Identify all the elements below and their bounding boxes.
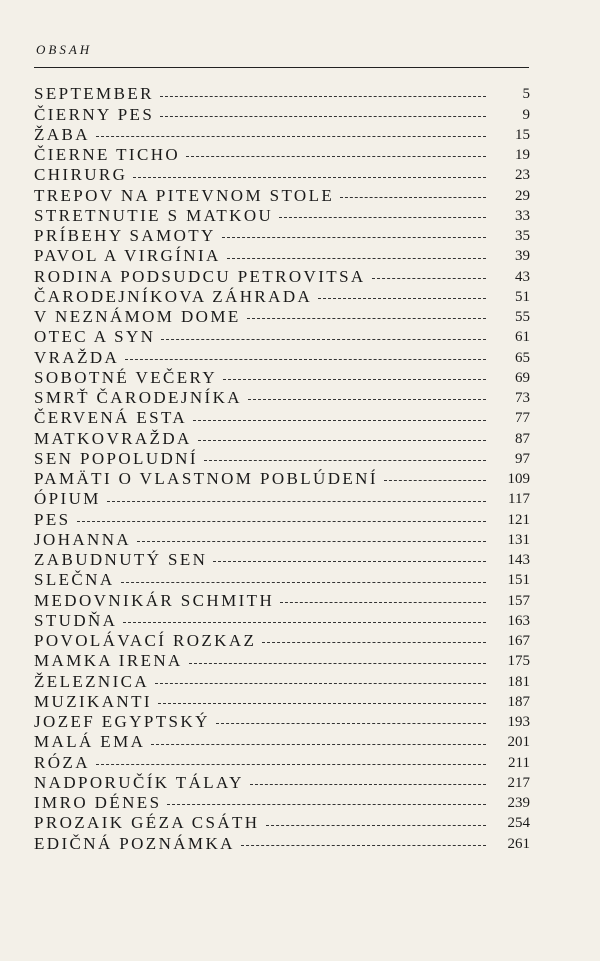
toc-entry: [34, 307, 530, 327]
dash-leader: [133, 177, 486, 178]
toc-entry: [34, 388, 530, 408]
toc-entry-title: SOBOTNÉ VEČERY: [34, 367, 217, 387]
toc-entry: [34, 449, 530, 469]
toc-entry-page-number: 143: [507, 552, 530, 568]
toc-entry-title: ČARODEJNÍKOVA ZÁHRADA: [34, 286, 313, 306]
toc-entry-title: IMRO DÉNES: [34, 793, 162, 812]
toc-entry-page-number: 19: [515, 147, 530, 163]
dash-leader: [266, 825, 487, 826]
toc-entry: [34, 833, 530, 853]
toc-entry: [34, 266, 530, 286]
toc-entry: [34, 246, 530, 266]
running-head: OBSAH: [36, 42, 93, 57]
toc-entry-title: VRAŽDA: [34, 347, 120, 367]
dash-leader: [279, 217, 486, 218]
toc-entry: [34, 509, 530, 529]
toc-entry-title: MATKOVRAŽDA: [34, 428, 192, 448]
dash-leader: [125, 359, 486, 360]
toc-entry-page-number: 15: [515, 126, 530, 143]
toc-entry-title: MAMKA IRENA: [34, 651, 183, 671]
dash-leader: [158, 703, 486, 704]
toc-entry: [34, 408, 530, 428]
toc-entry-title: MEDOVNIKÁR SCHMITH: [34, 590, 275, 610]
toc-entry: [34, 793, 530, 813]
toc-entry-title: SLEČNA: [34, 570, 115, 590]
dash-leader: [123, 622, 486, 623]
toc-entry-title: SMRŤ ČARODEJNÍKA: [34, 388, 242, 407]
header-rule: [34, 67, 529, 68]
toc-entry-page-number: 261: [507, 835, 530, 852]
toc-entry: [34, 185, 530, 205]
toc-entry-page-number: 73: [515, 390, 530, 406]
dash-leader: [318, 298, 486, 299]
dash-leader: [227, 258, 486, 259]
toc-entry: [34, 773, 530, 793]
dash-leader: [204, 460, 486, 461]
toc-entry-page-number: 254: [507, 815, 530, 832]
toc-entry-page-number: 65: [515, 349, 530, 366]
table-of-contents: [34, 84, 530, 854]
toc-entry-page-number: 43: [515, 268, 530, 285]
dash-leader: [198, 440, 486, 441]
toc-entry-page-number: 239: [507, 795, 530, 811]
toc-entry-page-number: 187: [507, 693, 530, 710]
toc-entry-title: OTEC A SYN: [34, 327, 156, 347]
toc-entry-title: SEPTEMBER: [34, 84, 154, 104]
toc-entry: [34, 692, 530, 712]
dash-leader: [340, 197, 486, 198]
toc-entry-page-number: 39: [515, 248, 530, 265]
toc-entry-title: ZABUDNUTÝ SEN: [34, 550, 208, 569]
toc-entry-page-number: 29: [515, 187, 530, 204]
dash-leader: [193, 420, 486, 421]
toc-entry-title: CHIRURG: [34, 165, 128, 185]
toc-entry-page-number: 9: [522, 106, 530, 123]
dash-leader: [160, 96, 486, 97]
toc-entry: [34, 428, 530, 448]
toc-entry-title: PROZAIK GÉZA CSÁTH: [34, 813, 260, 833]
toc-entry-title: ČIERNE TICHO: [34, 145, 181, 164]
dash-leader: [222, 237, 486, 238]
toc-entry-title: ÓPIUM: [34, 489, 101, 509]
dash-leader: [250, 784, 486, 785]
toc-entry-page-number: 157: [507, 592, 530, 609]
toc-entry-title: ŽELEZNICA: [34, 671, 150, 691]
dash-leader: [161, 339, 486, 340]
toc-entry-page-number: 175: [507, 653, 530, 670]
toc-entry-title: POVOLÁVACÍ ROZKAZ: [34, 631, 257, 650]
toc-entry-title: PES: [34, 509, 71, 529]
toc-entry: [34, 469, 530, 489]
toc-entry-title: ČERVENÁ ESTA: [34, 408, 188, 428]
toc-entry-page-number: 35: [515, 228, 530, 244]
toc-entry: [34, 226, 530, 246]
dash-leader: [167, 804, 486, 805]
toc-entry-title: RÓZA: [34, 752, 90, 772]
toc-entry-page-number: 117: [508, 491, 530, 508]
toc-entry: [34, 84, 530, 104]
toc-entry-title: PAMÄTI O VLASTNOM POBLÚDENÍ: [34, 469, 378, 488]
dash-leader: [186, 156, 486, 157]
toc-entry: [34, 550, 530, 570]
dash-leader: [121, 582, 486, 583]
dash-leader: [384, 480, 486, 481]
toc-entry-title: MALÁ EMA: [34, 732, 146, 752]
toc-entry-title: TREPOV NA PITEVNOM STOLE: [34, 185, 335, 205]
toc-entry-page-number: 51: [515, 288, 530, 305]
toc-entry-page-number: 193: [507, 714, 530, 730]
toc-entry: [34, 570, 530, 590]
toc-entry-page-number: 131: [507, 531, 530, 548]
toc-entry: [34, 732, 530, 752]
dash-leader: [189, 663, 486, 664]
toc-entry-page-number: 109: [507, 471, 530, 487]
dash-leader: [248, 399, 486, 400]
toc-entry-title: ČIERNY PES: [34, 104, 155, 124]
dash-leader: [137, 541, 486, 542]
toc-entry-title: STRETNUTIE S MATKOU: [34, 205, 274, 225]
toc-entry-page-number: 5: [522, 86, 530, 103]
dash-leader: [96, 136, 486, 137]
toc-entry-title: NADPORUČÍK TÁLAY: [34, 772, 244, 792]
toc-entry-title: V NEZNÁMOM DOME: [34, 307, 241, 326]
toc-entry: [34, 530, 530, 550]
toc-entry-page-number: 151: [507, 572, 530, 589]
dash-leader: [372, 278, 486, 279]
toc-entry-title: PAVOL A VIRGÍNIA: [34, 246, 221, 266]
toc-entry: [34, 712, 530, 732]
toc-entry-title: MUZIKANTI: [34, 691, 152, 711]
toc-entry: [34, 327, 530, 347]
toc-entry-page-number: 201: [507, 734, 530, 751]
toc-entry-page-number: 77: [515, 410, 530, 427]
toc-entry-title: JOHANNA: [34, 529, 132, 549]
toc-entry-title: EDIČNÁ POZNÁMKA: [34, 833, 235, 853]
toc-entry: [34, 489, 530, 509]
dash-leader: [107, 501, 486, 502]
toc-entry: [34, 752, 530, 772]
toc-entry-page-number: 97: [515, 450, 530, 467]
toc-entry-page-number: 61: [515, 329, 530, 346]
toc-entry: [34, 590, 530, 610]
toc-entry-page-number: 121: [507, 511, 530, 528]
dash-leader: [77, 521, 487, 522]
dash-leader: [280, 602, 486, 603]
toc-entry-page-number: 33: [515, 207, 530, 224]
toc-entry-page-number: 69: [515, 369, 530, 386]
toc-entry: [34, 611, 530, 631]
toc-entry: [34, 813, 530, 833]
toc-entry-page-number: 181: [507, 673, 530, 690]
dash-leader: [155, 683, 486, 684]
toc-entry: [34, 125, 530, 145]
toc-entry-title: PRÍBEHY SAMOTY: [34, 226, 216, 245]
toc-entry: [34, 206, 530, 226]
dash-leader: [241, 845, 486, 846]
dash-leader: [247, 318, 486, 319]
dash-leader: [216, 723, 486, 724]
toc-entry: [34, 631, 530, 651]
toc-entry: [34, 651, 530, 671]
dash-leader: [213, 561, 486, 562]
toc-entry: [34, 671, 530, 691]
toc-entry-page-number: 87: [515, 430, 530, 447]
toc-entry: [34, 145, 530, 165]
toc-entry-page-number: 23: [515, 167, 530, 184]
toc-entry: [34, 368, 530, 388]
toc-entry: [34, 287, 530, 307]
dash-leader: [160, 116, 486, 117]
toc-entry-title: RODINA PODSUDCU PETROVITSA: [34, 266, 366, 286]
toc-entry: [34, 165, 530, 185]
toc-entry-page-number: 217: [507, 774, 530, 791]
dash-leader: [96, 764, 486, 765]
toc-entry-title: JOZEF EGYPTSKÝ: [34, 712, 210, 731]
dash-leader: [223, 379, 486, 380]
toc-entry: [34, 347, 530, 367]
toc-entry-page-number: 211: [508, 754, 530, 771]
toc-entry-title: STUDŇA: [34, 610, 118, 630]
toc-entry-page-number: 167: [507, 633, 530, 649]
toc-entry-title: ŽABA: [34, 124, 90, 144]
toc-entry: [34, 104, 530, 124]
toc-entry-page-number: 55: [515, 309, 530, 325]
toc-entry-page-number: 163: [507, 612, 530, 629]
toc-entry-title: SEN POPOLUDNÍ: [34, 448, 198, 468]
dash-leader: [151, 744, 486, 745]
dash-leader: [262, 642, 486, 643]
